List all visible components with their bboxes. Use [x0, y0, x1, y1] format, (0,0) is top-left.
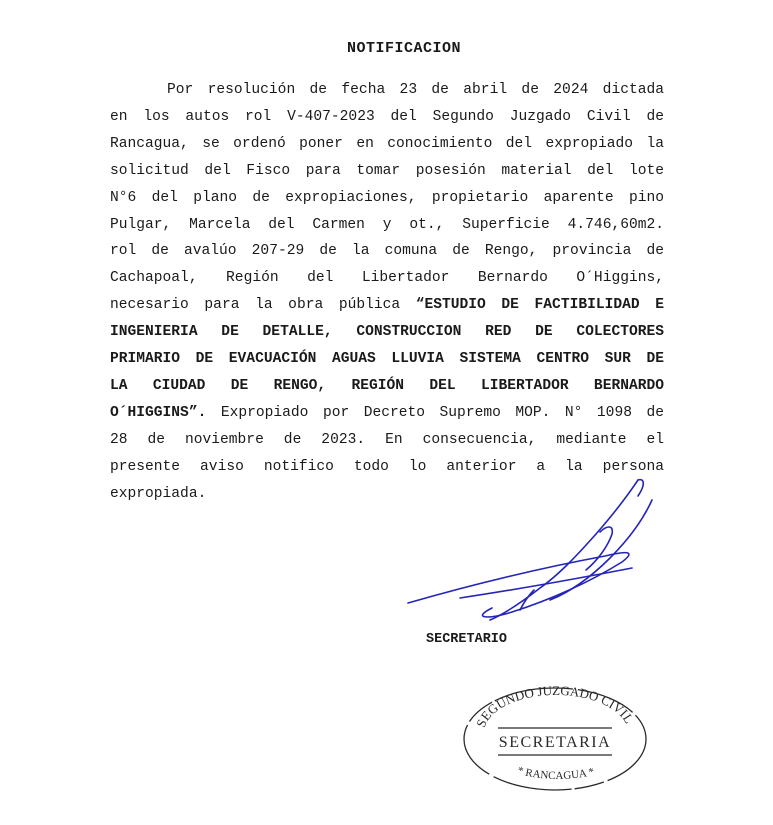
stamp-top-text: SEGUNDO JUZGADO CIVIL: [473, 683, 637, 730]
stamp-center-text: SECRETARIA: [498, 734, 612, 751]
body-line: expropiada.: [110, 485, 207, 502]
body-line: Pulgar, Marcela del Carmen y ot., Superficie 4.746,60m2.: [110, 216, 664, 233]
handwritten-signature: [400, 470, 660, 630]
body-line: en los autos rol V-407-2023 del Segundo Juzgado Civil de: [110, 108, 664, 125]
body-line: 28 de noviembre de 2023. En consecuencia, mediante el: [110, 431, 664, 448]
project-title-end: O´HIGGINS”.: [110, 404, 207, 421]
project-title-start: “ESTUDIO DE FACTIBILIDAD E: [415, 297, 664, 314]
body-line: Cachapoal, Región del Libertador Bernardo O´Higgins,: [110, 270, 664, 287]
body-line: N°6 del plano de expropiaciones, propietario aparente pino: [110, 189, 664, 206]
document-title: NOTIFICACION: [346, 40, 462, 57]
stamp-bottom-text: * RANCAGUA *: [516, 764, 596, 782]
notification-body: [110, 77, 664, 508]
body-line-plain: necesario para la obra pública: [110, 297, 416, 314]
body-line: [110, 292, 664, 319]
body-line: solicitud del Fisco para tomar posesión material del lote: [110, 162, 664, 179]
body-line-plain: Expropiado por Decreto Supremo MOP. N° 1098 de: [206, 404, 664, 421]
body-line: [110, 400, 664, 427]
body-line: rol de avalúo 207-29 de la comuna de Rengo, provincia de: [110, 243, 664, 260]
body-line: presente aviso notifico todo lo anterior a la persona: [110, 458, 664, 475]
body-line: Por resolución de fecha 23 de abril de 2024 dictada: [167, 82, 664, 98]
project-title-line: INGENIERIA DE DETALLE, CONSTRUCCION RED DE COLECTORES: [110, 324, 664, 341]
project-title-line: PRIMARIO DE EVACUACIÓN AGUAS LLUVIA SISTEMA CENTRO SUR DE: [110, 351, 664, 368]
signer-title: SECRETARIO: [426, 632, 508, 647]
body-line: Rancagua, se ordenó poner en conocimiento del expropiado la: [110, 135, 664, 152]
project-title-line: LA CIUDAD DE RENGO, REGIÓN DEL LIBERTADOR BERNARDO: [110, 377, 664, 394]
court-stamp: [460, 683, 650, 795]
